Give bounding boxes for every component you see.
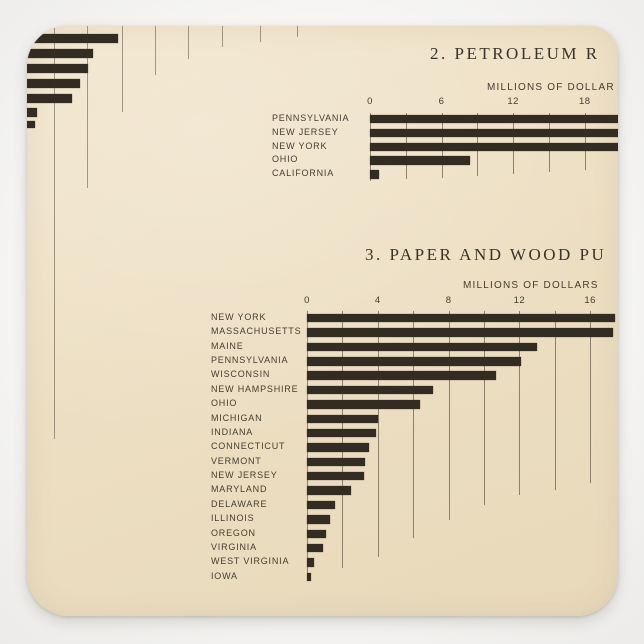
- tick-label: 0: [367, 96, 373, 107]
- chart-title: 2. PETROLEUM R: [430, 44, 600, 63]
- tick-label: 18: [578, 96, 591, 107]
- chart-paper-wood-pulp: [27, 26, 618, 616]
- bar: [307, 415, 378, 423]
- state-label: ILLINOIS: [211, 513, 255, 524]
- bar: [307, 530, 326, 538]
- state-label: MARYLAND: [211, 484, 268, 495]
- tick-label: 16: [584, 295, 596, 306]
- axis-label: MILLIONS OF DOLLAR: [487, 82, 615, 93]
- tick-label: 8: [445, 295, 452, 306]
- state-label: NEW HAMPSHIRE: [211, 383, 299, 394]
- bar: [307, 501, 335, 509]
- chart-sticker: [27, 26, 618, 616]
- bar: [307, 515, 330, 523]
- state-label: MAINE: [211, 340, 244, 351]
- state-label: MICHIGAN: [211, 412, 263, 423]
- chart-title: 3. PAPER AND WOOD PU: [365, 245, 607, 264]
- state-label: WISCONSIN: [211, 369, 271, 380]
- gridline: [519, 311, 520, 495]
- state-label: WEST VIRGINIA: [211, 556, 290, 567]
- bar: [307, 544, 323, 552]
- state-label: PENNSYLVANIA: [272, 113, 350, 123]
- state-label: OHIO: [211, 398, 238, 409]
- bar: [307, 400, 420, 408]
- state-label: OHIO: [272, 154, 299, 165]
- bar: [307, 486, 351, 494]
- state-label: MASSACHUSETTS: [211, 326, 302, 337]
- state-label: PENNSYLVANIA: [211, 355, 289, 366]
- state-label: IOWA: [211, 570, 238, 581]
- bar: [307, 314, 615, 322]
- bar: [307, 573, 311, 581]
- bar: [307, 343, 537, 351]
- tick-label: 4: [374, 295, 381, 306]
- state-label: NEW JERSEY: [211, 470, 278, 481]
- gridline: [590, 311, 591, 483]
- axis-label: MILLIONS OF DOLLARS: [463, 280, 599, 291]
- tick-label: 12: [513, 295, 526, 306]
- gridline: [484, 311, 485, 505]
- bar: [307, 443, 369, 451]
- state-label: CALIFORNIA: [272, 168, 335, 179]
- bar: [307, 371, 496, 379]
- state-label: VERMONT: [211, 455, 262, 466]
- state-label: INDIANA: [211, 426, 254, 437]
- state-label: OREGON: [211, 527, 256, 538]
- bar: [307, 458, 365, 466]
- state-label: NEW YORK: [272, 140, 328, 151]
- bar: [307, 472, 364, 480]
- tick-label: 12: [507, 96, 519, 107]
- state-label: VIRGINIA: [211, 541, 257, 552]
- bar: [307, 386, 433, 394]
- bar: [307, 429, 376, 437]
- state-label: NEW YORK: [211, 312, 267, 322]
- bar: [307, 328, 613, 336]
- bar: [307, 558, 314, 566]
- state-label: CONNECTICUT: [211, 441, 286, 452]
- bar: [307, 357, 521, 365]
- state-label: NEW JERSEY: [272, 126, 339, 137]
- tick-label: 0: [304, 295, 310, 306]
- state-label: DELAWARE: [211, 498, 268, 509]
- tick-label: 6: [438, 96, 445, 107]
- gridline: [555, 311, 556, 490]
